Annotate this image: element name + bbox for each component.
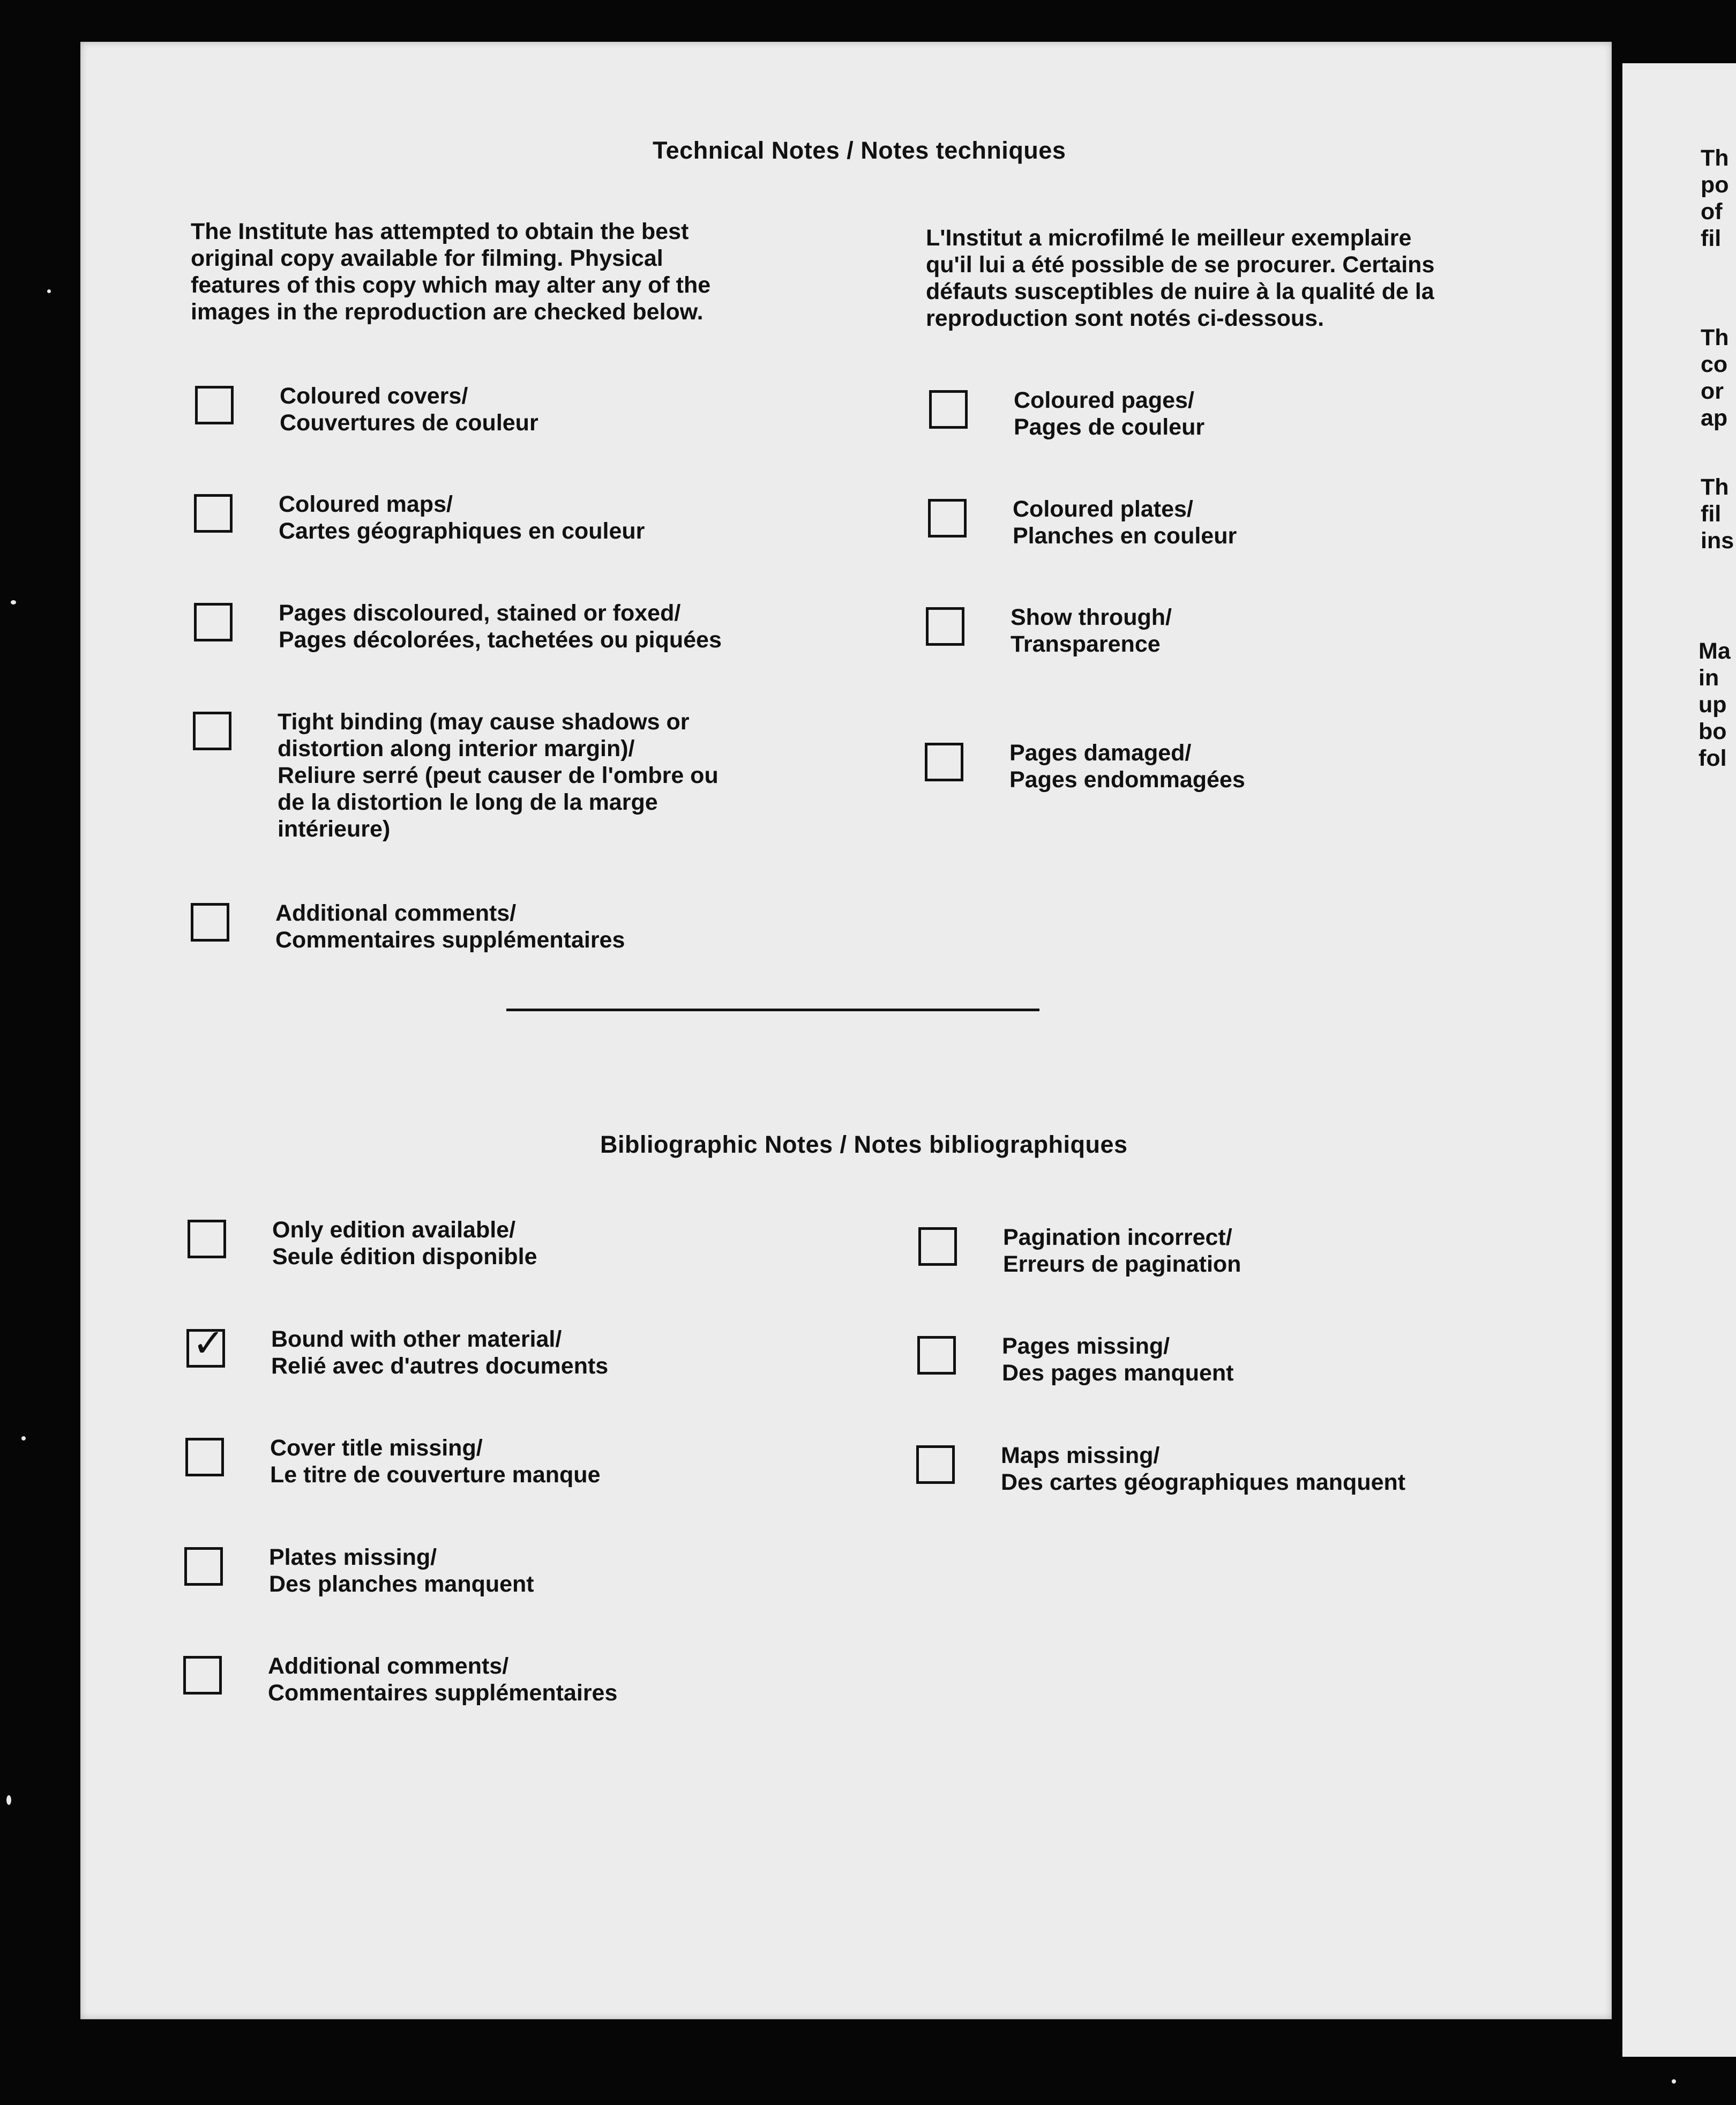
- intro-english: The Institute has attempted to obtain the best original copy available for filming. Physical features of this copy which may alter any of the images in the reproduction are checked below.: [191, 219, 711, 325]
- checkbox-checked[interactable]: [186, 1322, 225, 1368]
- technical-notes-page: [80, 42, 1612, 2019]
- checkbox[interactable]: [918, 1227, 957, 1266]
- dust-speck: [6, 1795, 11, 1805]
- checkbox[interactable]: [188, 1220, 226, 1258]
- checklist-label: Additional comments/ Commentaires supplémentaires: [275, 900, 625, 953]
- checklist-label: Pages missing/ Des pages manquent: [1002, 1333, 1234, 1386]
- checklist-label: Additional comments/ Commentaires supplémentaires: [268, 1653, 618, 1706]
- checkbox[interactable]: [929, 390, 968, 429]
- checkbox[interactable]: [184, 1547, 223, 1586]
- dust-speck: [21, 1436, 26, 1440]
- checklist-label: Coloured plates/ Planches en couleur: [1013, 496, 1237, 549]
- dust-speck: [47, 289, 51, 293]
- checkbox[interactable]: [925, 743, 963, 781]
- checkbox[interactable]: [194, 603, 233, 641]
- intro-french: L'Institut a microfilmé le meilleur exemplaire qu'il lui a été possible de se procurer. Certains défauts susceptibles de nuire à la qualité de la reproduction sont notés ci-dessous.: [926, 225, 1435, 331]
- checkbox[interactable]: [191, 903, 229, 942]
- checkbox[interactable]: [183, 1656, 222, 1695]
- checklist-label: Show through/ Transparence: [1011, 604, 1172, 657]
- next-page-fragment: Th po of fil: [1701, 145, 1729, 251]
- dust-speck: [1672, 2079, 1676, 2084]
- checkbox[interactable]: [194, 494, 233, 533]
- checklist-label: Coloured pages/ Pages de couleur: [1014, 387, 1205, 440]
- checkbox[interactable]: [917, 1336, 956, 1375]
- next-page-fragment: Th co or ap: [1701, 325, 1729, 431]
- checklist-label: Pagination incorrect/ Erreurs de pagination: [1003, 1225, 1241, 1277]
- checkbox[interactable]: [195, 386, 234, 424]
- checklist-label: Pages damaged/ Pages endommagées: [1009, 740, 1245, 793]
- technical-notes-title: Technical Notes / Notes techniques: [653, 137, 1066, 164]
- checklist-label: Plates missing/ Des planches manquent: [269, 1544, 534, 1597]
- checkbox[interactable]: [193, 712, 231, 750]
- checklist-label: Only edition available/ Seule édition disponible: [272, 1217, 537, 1270]
- dust-speck: [11, 600, 16, 604]
- checklist-label: Coloured covers/ Couvertures de couleur: [280, 383, 538, 436]
- checklist-label: Tight binding (may cause shadows or distortion along interior margin)/ Reliure serré (peut causer de l'ombre ou de la distortion le long de la marge intérieure): [278, 709, 719, 842]
- checklist-label: Cover title missing/ Le titre de couverture manque: [270, 1435, 601, 1488]
- check-mark-icon: ✓: [192, 1322, 225, 1365]
- checkbox[interactable]: [928, 499, 967, 538]
- bibliographic-notes-title: Bibliographic Notes / Notes bibliographiques: [600, 1131, 1128, 1158]
- checklist-label: Maps missing/ Des cartes géographiques manquent: [1001, 1443, 1406, 1495]
- next-page-fragment: Th fil ins: [1701, 474, 1734, 554]
- checkbox[interactable]: [926, 607, 964, 646]
- checklist-label: Pages discoloured, stained or foxed/ Pages décolorées, tachetées ou piquées: [279, 600, 722, 653]
- checkbox[interactable]: [185, 1438, 224, 1476]
- checklist-label: Bound with other material/ Relié avec d'autres documents: [271, 1326, 609, 1379]
- checklist-label: Coloured maps/ Cartes géographiques en couleur: [279, 491, 645, 544]
- checkbox[interactable]: [916, 1445, 955, 1484]
- section-divider: [506, 1009, 1039, 1011]
- next-page-fragment: Ma in up bo fol: [1698, 638, 1731, 771]
